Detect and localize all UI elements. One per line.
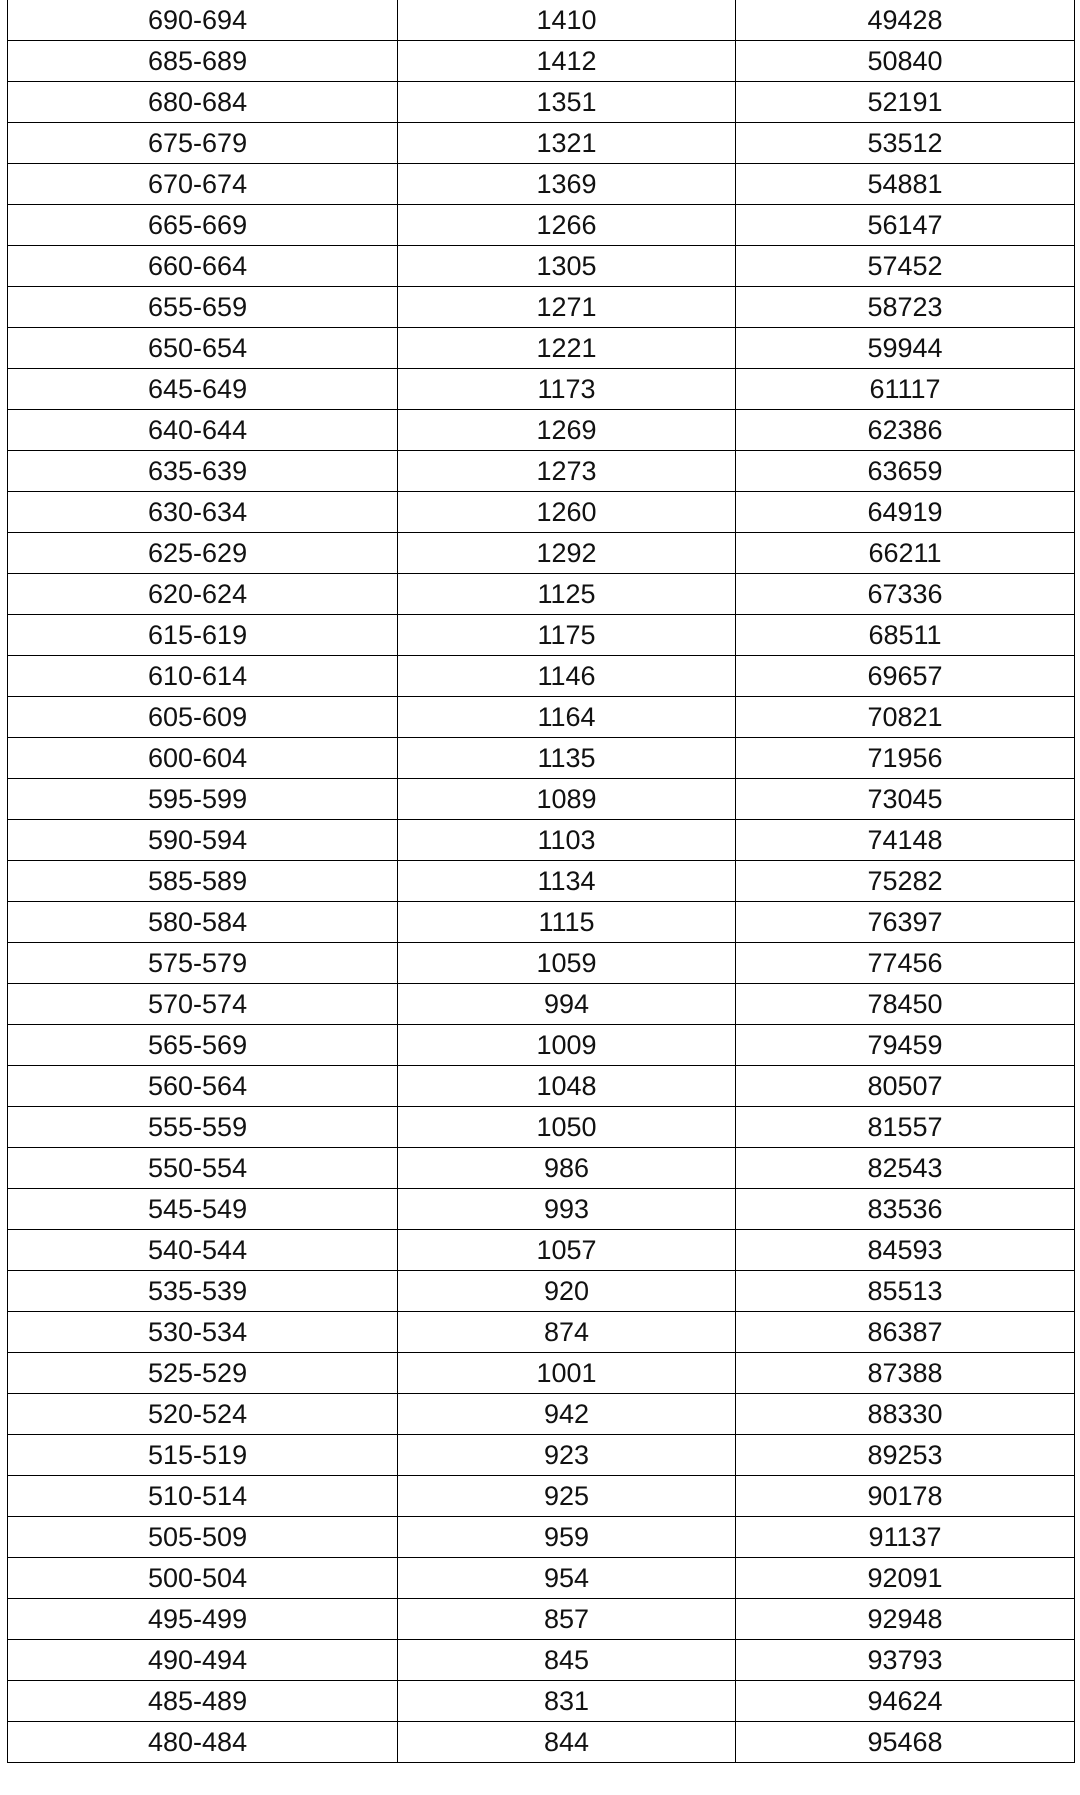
count-cell: 831 (398, 1681, 736, 1722)
count-cell: 1260 (398, 492, 736, 533)
score-range-cell: 690-694 (8, 0, 398, 41)
cumulative-cell: 77456 (736, 943, 1075, 984)
table-row (8, 1435, 1075, 1476)
table-row (8, 1189, 1075, 1230)
table-row (8, 369, 1075, 410)
cumulative-cell: 85513 (736, 1271, 1075, 1312)
cumulative-cell: 92091 (736, 1558, 1075, 1599)
score-range-cell: 480-484 (8, 1722, 398, 1763)
table-row (8, 1476, 1075, 1517)
cumulative-cell: 82543 (736, 1148, 1075, 1189)
table-row (8, 328, 1075, 369)
table-row (8, 902, 1075, 943)
cumulative-cell: 84593 (736, 1230, 1075, 1271)
score-range-cell: 590-594 (8, 820, 398, 861)
count-cell: 986 (398, 1148, 736, 1189)
score-range-cell: 640-644 (8, 410, 398, 451)
table-row (8, 1517, 1075, 1558)
table-row (8, 1353, 1075, 1394)
score-range-cell: 510-514 (8, 1476, 398, 1517)
cumulative-cell: 86387 (736, 1312, 1075, 1353)
cumulative-cell: 61117 (736, 369, 1075, 410)
table-row (8, 615, 1075, 656)
score-range-cell: 485-489 (8, 1681, 398, 1722)
count-cell: 925 (398, 1476, 736, 1517)
count-cell: 1134 (398, 861, 736, 902)
score-range-cell: 550-554 (8, 1148, 398, 1189)
table-row (8, 574, 1075, 615)
score-range-cell: 595-599 (8, 779, 398, 820)
cumulative-cell: 53512 (736, 123, 1075, 164)
score-range-cell: 555-559 (8, 1107, 398, 1148)
count-cell: 1321 (398, 123, 736, 164)
count-cell: 1271 (398, 287, 736, 328)
table-row (8, 205, 1075, 246)
table-row (8, 820, 1075, 861)
count-cell: 1135 (398, 738, 736, 779)
score-range-cell: 495-499 (8, 1599, 398, 1640)
score-range-cell: 605-609 (8, 697, 398, 738)
score-range-cell: 540-544 (8, 1230, 398, 1271)
cumulative-cell: 54881 (736, 164, 1075, 205)
score-range-cell: 565-569 (8, 1025, 398, 1066)
score-range-cell: 560-564 (8, 1066, 398, 1107)
count-cell: 1175 (398, 615, 736, 656)
score-range-cell: 570-574 (8, 984, 398, 1025)
score-range-cell: 675-679 (8, 123, 398, 164)
cumulative-cell: 93793 (736, 1640, 1075, 1681)
table-row (8, 1066, 1075, 1107)
cumulative-cell: 79459 (736, 1025, 1075, 1066)
count-cell: 920 (398, 1271, 736, 1312)
table-row (8, 1107, 1075, 1148)
table-row (8, 779, 1075, 820)
count-cell: 1410 (398, 0, 736, 41)
score-range-cell: 600-604 (8, 738, 398, 779)
table-row (8, 1599, 1075, 1640)
cumulative-cell: 90178 (736, 1476, 1075, 1517)
score-range-cell: 625-629 (8, 533, 398, 574)
score-range-cell: 630-634 (8, 492, 398, 533)
score-range-cell: 620-624 (8, 574, 398, 615)
table-row (8, 533, 1075, 574)
count-cell: 1059 (398, 943, 736, 984)
count-cell: 1146 (398, 656, 736, 697)
score-range-cell: 515-519 (8, 1435, 398, 1476)
cumulative-cell: 88330 (736, 1394, 1075, 1435)
count-cell: 1266 (398, 205, 736, 246)
table-row (8, 1722, 1075, 1763)
count-cell: 993 (398, 1189, 736, 1230)
table-row (8, 984, 1075, 1025)
count-cell: 923 (398, 1435, 736, 1476)
cumulative-cell: 71956 (736, 738, 1075, 779)
score-range-cell: 580-584 (8, 902, 398, 943)
cumulative-cell: 63659 (736, 451, 1075, 492)
cumulative-cell: 58723 (736, 287, 1075, 328)
cumulative-cell: 87388 (736, 1353, 1075, 1394)
score-range-cell: 520-524 (8, 1394, 398, 1435)
count-cell: 1057 (398, 1230, 736, 1271)
cumulative-cell: 76397 (736, 902, 1075, 943)
cumulative-cell: 74148 (736, 820, 1075, 861)
table-row (8, 1558, 1075, 1599)
score-range-cell: 645-649 (8, 369, 398, 410)
cumulative-cell: 89253 (736, 1435, 1075, 1476)
cumulative-cell: 70821 (736, 697, 1075, 738)
cumulative-cell: 59944 (736, 328, 1075, 369)
count-cell: 1351 (398, 82, 736, 123)
cumulative-cell: 52191 (736, 82, 1075, 123)
score-range-cell: 610-614 (8, 656, 398, 697)
count-cell: 1048 (398, 1066, 736, 1107)
table-row (8, 492, 1075, 533)
count-cell: 1369 (398, 164, 736, 205)
table-row (8, 943, 1075, 984)
count-cell: 1292 (398, 533, 736, 574)
table-row (8, 82, 1075, 123)
table-row (8, 410, 1075, 451)
count-cell: 1305 (398, 246, 736, 287)
score-range-cell: 680-684 (8, 82, 398, 123)
count-cell: 874 (398, 1312, 736, 1353)
table-row (8, 246, 1075, 287)
count-cell: 1103 (398, 820, 736, 861)
table-row (8, 1230, 1075, 1271)
cumulative-cell: 57452 (736, 246, 1075, 287)
table-row (8, 451, 1075, 492)
cumulative-cell: 80507 (736, 1066, 1075, 1107)
table-row (8, 1394, 1075, 1435)
count-cell: 1412 (398, 41, 736, 82)
count-cell: 1173 (398, 369, 736, 410)
table-row (8, 1312, 1075, 1353)
score-range-cell: 545-549 (8, 1189, 398, 1230)
score-range-cell: 525-529 (8, 1353, 398, 1394)
score-range-cell: 575-579 (8, 943, 398, 984)
count-cell: 857 (398, 1599, 736, 1640)
count-cell: 954 (398, 1558, 736, 1599)
cumulative-cell: 95468 (736, 1722, 1075, 1763)
table-row (8, 1148, 1075, 1189)
count-cell: 1089 (398, 779, 736, 820)
count-cell: 1164 (398, 697, 736, 738)
cumulative-cell: 66211 (736, 533, 1075, 574)
table-row (8, 656, 1075, 697)
table-body (8, 0, 1075, 1763)
score-range-cell: 670-674 (8, 164, 398, 205)
cumulative-cell: 83536 (736, 1189, 1075, 1230)
score-range-cell: 665-669 (8, 205, 398, 246)
table-row (8, 1681, 1075, 1722)
score-range-cell: 615-619 (8, 615, 398, 656)
count-cell: 1125 (398, 574, 736, 615)
cumulative-cell: 64919 (736, 492, 1075, 533)
score-distribution-table (7, 0, 1075, 1763)
score-range-cell: 490-494 (8, 1640, 398, 1681)
score-range-cell: 535-539 (8, 1271, 398, 1312)
cumulative-cell: 75282 (736, 861, 1075, 902)
count-cell: 1050 (398, 1107, 736, 1148)
score-range-cell: 660-664 (8, 246, 398, 287)
cumulative-cell: 81557 (736, 1107, 1075, 1148)
count-cell: 994 (398, 984, 736, 1025)
table-row (8, 1271, 1075, 1312)
cumulative-cell: 92948 (736, 1599, 1075, 1640)
cumulative-cell: 62386 (736, 410, 1075, 451)
score-range-cell: 655-659 (8, 287, 398, 328)
cumulative-cell: 73045 (736, 779, 1075, 820)
score-range-cell: 505-509 (8, 1517, 398, 1558)
table-row (8, 1025, 1075, 1066)
cumulative-cell: 49428 (736, 0, 1075, 41)
table-row (8, 164, 1075, 205)
count-cell: 1273 (398, 451, 736, 492)
cumulative-cell: 91137 (736, 1517, 1075, 1558)
cumulative-cell: 50840 (736, 41, 1075, 82)
count-cell: 942 (398, 1394, 736, 1435)
score-range-cell: 500-504 (8, 1558, 398, 1599)
score-range-cell: 635-639 (8, 451, 398, 492)
count-cell: 1009 (398, 1025, 736, 1066)
cumulative-cell: 67336 (736, 574, 1075, 615)
cumulative-cell: 94624 (736, 1681, 1075, 1722)
score-range-cell: 530-534 (8, 1312, 398, 1353)
cumulative-cell: 56147 (736, 205, 1075, 246)
table-row (8, 41, 1075, 82)
count-cell: 1001 (398, 1353, 736, 1394)
count-cell: 845 (398, 1640, 736, 1681)
table-row (8, 123, 1075, 164)
cumulative-cell: 78450 (736, 984, 1075, 1025)
score-range-cell: 585-589 (8, 861, 398, 902)
table-row (8, 861, 1075, 902)
count-cell: 844 (398, 1722, 736, 1763)
count-cell: 959 (398, 1517, 736, 1558)
cumulative-cell: 68511 (736, 615, 1075, 656)
count-cell: 1269 (398, 410, 736, 451)
count-cell: 1115 (398, 902, 736, 943)
score-range-cell: 685-689 (8, 41, 398, 82)
table-row (8, 738, 1075, 779)
cumulative-cell: 69657 (736, 656, 1075, 697)
score-range-cell: 650-654 (8, 328, 398, 369)
table-row (8, 697, 1075, 738)
table-row (8, 287, 1075, 328)
count-cell: 1221 (398, 328, 736, 369)
table-row (8, 1640, 1075, 1681)
table-row (8, 0, 1075, 41)
